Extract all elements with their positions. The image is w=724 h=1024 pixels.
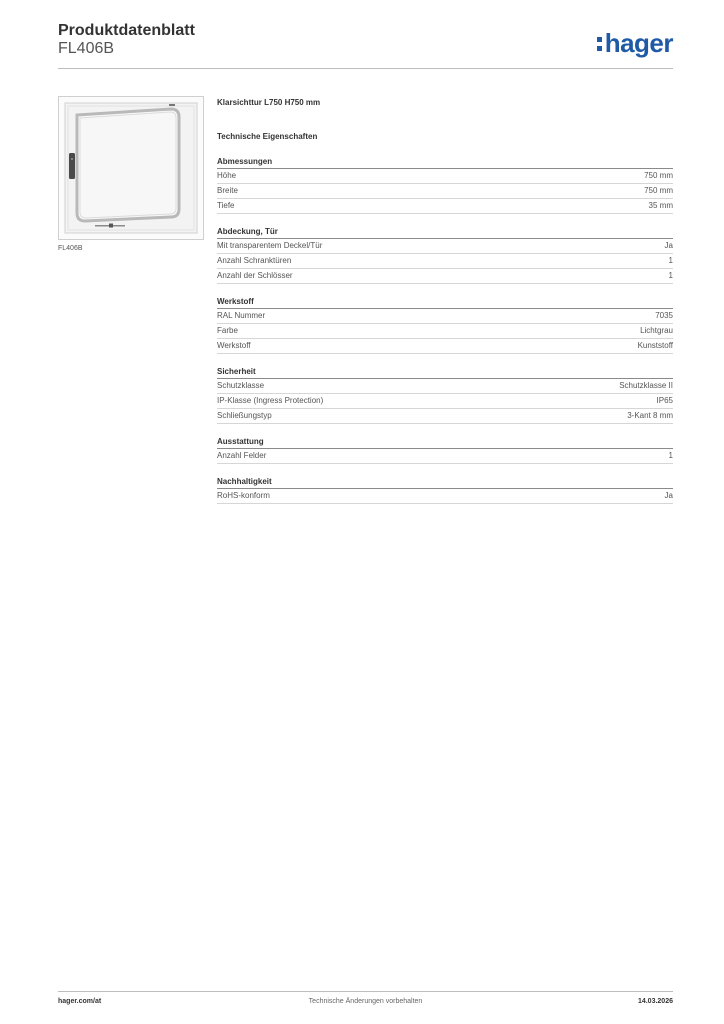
row-value: Schutzklasse II xyxy=(619,381,673,390)
section-abmessungen xyxy=(217,155,673,214)
row-value: 7035 xyxy=(655,311,673,320)
row-label: Höhe xyxy=(217,171,237,180)
table-row xyxy=(217,269,673,284)
row-label: Anzahl Felder xyxy=(217,451,267,460)
row-label: Mit transparentem Deckel/Tür xyxy=(217,241,323,250)
page-title: Produktdatenblatt xyxy=(58,22,195,39)
table-row xyxy=(217,239,673,254)
row-label: Schutzklasse xyxy=(217,381,265,390)
product-data-table xyxy=(217,96,673,504)
section-ausstattung xyxy=(217,435,673,464)
row-label: RAL Nummer xyxy=(217,311,266,320)
table-row xyxy=(217,339,673,354)
image-caption: FL406B xyxy=(58,245,83,252)
section-nachhaltigkeit xyxy=(217,475,673,504)
row-label: RoHS-konform xyxy=(217,491,270,500)
row-value: 35 mm xyxy=(648,201,673,210)
table-row xyxy=(217,184,673,199)
section-sicherheit xyxy=(217,365,673,424)
table-row xyxy=(217,199,673,214)
row-value: 750 mm xyxy=(644,171,673,180)
section-title: Abdeckung, Tür xyxy=(217,225,673,239)
table-row xyxy=(217,489,673,504)
section-werkstoff xyxy=(217,295,673,354)
logo-dots-icon xyxy=(597,34,603,54)
page-header xyxy=(58,20,673,70)
row-label: Breite xyxy=(217,186,238,195)
footer-divider xyxy=(58,991,673,992)
row-value: Ja xyxy=(664,491,673,500)
section-title: Nachhaltigkeit xyxy=(217,475,673,489)
row-label: Anzahl Schranktüren xyxy=(217,256,292,265)
table-row xyxy=(217,409,673,424)
row-value: 750 mm xyxy=(644,186,673,195)
footer-website: hager.com/at xyxy=(58,998,102,1005)
hager-logo xyxy=(597,28,673,59)
table-row xyxy=(217,324,673,339)
transparent-door-icon xyxy=(59,97,203,239)
product-name: Klarsichttur L750 H750 mm xyxy=(217,98,321,107)
row-value: IP65 xyxy=(656,396,673,405)
table-row xyxy=(217,449,673,464)
row-value: 1 xyxy=(668,451,673,460)
header-divider xyxy=(58,68,673,69)
row-value: 1 xyxy=(668,271,673,280)
article-number: FL406B xyxy=(58,40,115,57)
section-abdeckung-tuer xyxy=(217,225,673,284)
row-value: 1 xyxy=(668,256,673,265)
footer-date: 14.03.2026 xyxy=(637,998,673,1005)
row-label: Werkstoff xyxy=(217,341,251,350)
table-row xyxy=(217,309,673,324)
table-row xyxy=(217,254,673,269)
row-value: Ja xyxy=(664,241,673,250)
section-title: Abmessungen xyxy=(217,155,673,169)
row-label: Anzahl der Schlösser xyxy=(217,271,293,280)
table-row xyxy=(217,169,673,184)
page-footer xyxy=(58,998,673,1010)
row-label: Schließungstyp xyxy=(217,411,272,420)
table-row xyxy=(217,379,673,394)
row-value: Kunststoff xyxy=(637,341,673,350)
row-value: Lichtgrau xyxy=(640,326,673,335)
logo-text: hager xyxy=(604,28,673,58)
technical-heading: Technische Eigenschaften xyxy=(217,132,318,141)
table-row xyxy=(217,394,673,409)
section-title: Werkstoff xyxy=(217,295,673,309)
section-title: Ausstattung xyxy=(217,435,673,449)
product-image xyxy=(58,96,204,240)
section-title: Sicherheit xyxy=(217,365,673,379)
row-value: 3-Kant 8 mm xyxy=(627,411,673,420)
row-label: IP-Klasse (Ingress Protection) xyxy=(217,396,324,405)
row-label: Tiefe xyxy=(217,201,235,210)
footer-notice: Technische Änderungen vorbehalten xyxy=(308,998,423,1005)
row-label: Farbe xyxy=(217,326,238,335)
